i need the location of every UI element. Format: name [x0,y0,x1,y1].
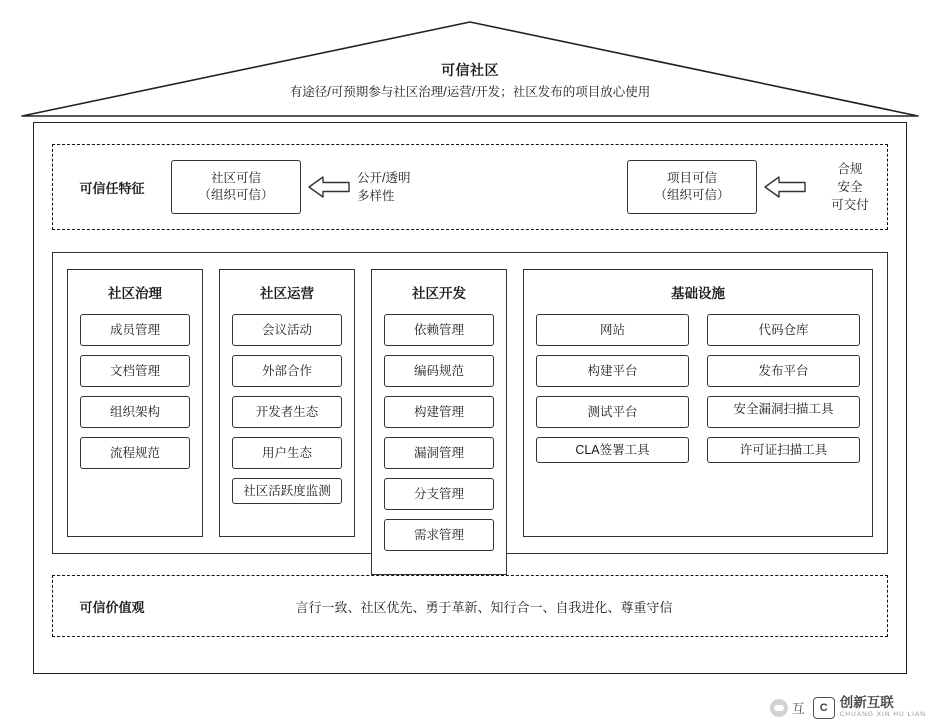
trust-features-band [52,144,888,230]
wechat-icon [770,699,788,717]
pillar-item[interactable]: CLA签署工具 [536,437,689,463]
watermark [770,696,926,719]
pillar-item[interactable]: 网站 [536,314,689,346]
pillar-title: 基础设施 [671,286,725,301]
values-text: 言行一致、社区优先、勇于革新、知行合一、自我进化、尊重守信 [295,599,673,615]
pillar-item[interactable]: 组织架构 [80,396,190,428]
project-trust-line2: （组织可信） [654,188,730,202]
pillar-item[interactable]: 社区活跃度监测 [232,478,342,504]
pillar-item[interactable]: 构建管理 [384,396,494,428]
community-trust-line2: （组织可信） [198,188,274,202]
pillar-item[interactable]: 流程规范 [80,437,190,469]
pillar-item[interactable]: 依赖管理 [384,314,494,346]
pillar-item[interactable]: 需求管理 [384,519,494,551]
community-trust-box [171,160,301,214]
arrow-left-icon [307,174,351,200]
pillar-item[interactable]: 外部合作 [232,355,342,387]
brand-text-group [840,696,926,719]
pillar-item[interactable]: 编码规范 [384,355,494,387]
pillar-title: 社区开发 [412,286,466,301]
pillar-title: 社区治理 [108,286,162,301]
project-trust-line1: 项目可信 [666,171,717,185]
pillar-title: 社区运营 [260,286,314,301]
pillar-item[interactable]: 发布平台 [707,355,860,387]
trust-note-right-line1: 合规 [837,162,863,176]
brand-logo-icon: C [813,697,835,719]
pillar-item[interactable]: 安全漏洞扫描工具 [707,396,860,428]
pillars-container [52,252,888,554]
pillar-operations [219,269,355,537]
pillar-item[interactable]: 许可证扫描工具 [707,437,860,463]
values-band [52,575,888,637]
brand-name-cn: 创新互联 [839,695,894,710]
pillar-item[interactable]: 成员管理 [80,314,190,346]
trust-note-left [357,169,410,205]
pillar-item[interactable]: 漏洞管理 [384,437,494,469]
trust-note-left-line1: 公开/透明 [357,171,411,185]
values-label: 可信价值观 [79,599,145,615]
brand-watermark [813,696,926,719]
pillar-governance [67,269,203,537]
arrow-left-icon-wrap-2 [757,174,813,200]
pillar-item[interactable]: 代码仓库 [707,314,860,346]
roof-shape [18,18,922,120]
pillar-item[interactable]: 文档管理 [80,355,190,387]
diagram-title: 可信社区 [441,62,499,78]
trust-note-right [813,160,887,214]
arrow-left-icon-wrap-1 [301,174,357,200]
wechat-watermark [770,698,805,717]
infrastructure-grid [536,314,860,472]
trust-features-label: 可信任特征 [79,180,145,196]
pillar-infrastructure [523,269,873,537]
trust-note-left-line2: 多样性 [357,189,395,203]
arrow-left-icon [763,174,807,200]
pillar-item[interactable]: 构建平台 [536,355,689,387]
diagram-subtitle: 有途径/可预期参与社区治理/运营/开发；社区发布的项目放心使用 [289,85,651,99]
community-trust-line1: 社区可信 [210,171,261,185]
wechat-watermark-text: 互 [791,701,805,716]
project-trust-box [627,160,757,214]
pillar-item[interactable]: 会议活动 [232,314,342,346]
pillar-item[interactable]: 用户生态 [232,437,342,469]
pillar-item[interactable]: 分支管理 [384,478,494,510]
brand-name-en: CHUANG XIN HU LIAN [839,711,926,718]
trust-note-right-line3: 可交付 [831,198,869,212]
pillar-item[interactable]: 测试平台 [536,396,689,428]
trust-note-right-line2: 安全 [837,180,863,194]
pillar-development [371,269,507,575]
pillar-item[interactable]: 开发者生态 [232,396,342,428]
